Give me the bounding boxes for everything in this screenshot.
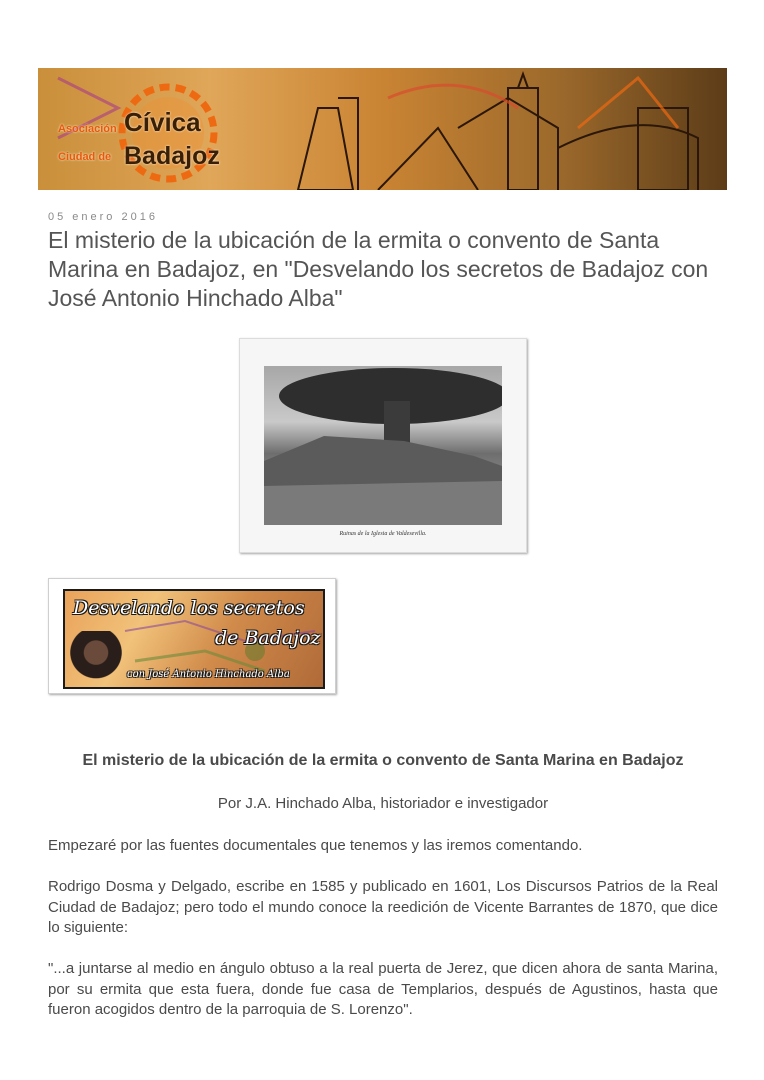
badge-title: Desvelando los secretos xyxy=(73,597,305,619)
post-title[interactable]: El misterio de la ubicación de la ermita o convento de Santa Marina en Badajoz, en "Desvelando los secretos de Badajoz con José Antonio Hinchado Alba" xyxy=(48,227,709,311)
paragraph: Empezaré por las fuentes documentales que tenemos y las iremos comentando. xyxy=(48,837,583,854)
ruins-photo-image xyxy=(264,366,502,525)
badge-author: con José Antonio Hinchado Alba xyxy=(127,669,290,680)
paragraph: Rodrigo Dosma y Delgado, escribe en 1585 y publicado en 1601, Los Discursos Patrios de la Real Ciudad de Badajoz; pero todo el mundo conoce la reedición de Vicente Barrantes de 1870, que dice lo siguiente: xyxy=(48,878,718,936)
photo-caption: Ruinas de la Iglesia de Valdesevilla. xyxy=(339,531,427,537)
logo-text-civica: Cívica xyxy=(124,107,201,137)
badge-subtitle: de Badajoz xyxy=(215,627,321,649)
post-date: 05 enero 2016 xyxy=(48,211,158,223)
series-badge[interactable] xyxy=(48,578,336,694)
ruins-photo[interactable] xyxy=(239,338,527,553)
logo-text-asociacion: Asociación xyxy=(58,123,117,135)
byline: Por J.A. Hinchado Alba, historiador e investigador xyxy=(217,795,549,812)
logo-text-badajoz: Badajoz xyxy=(124,142,220,170)
tree-illustration xyxy=(264,366,502,525)
paragraph: "...a juntarse al medio en ángulo obtuso a la real puerta de Jerez, que dicen ahora de santa Marina, por su ermita que esta fuera, donde fue casa de Templarios, después de Agustinos, hasta que fueron acogidos dentro de la parroquia de S. Lorenzo". xyxy=(48,960,718,1018)
author-avatar xyxy=(69,631,123,685)
article-heading: El misterio de la ubicación de la ermita o convento de Santa Marina en Badajoz xyxy=(82,752,684,769)
logo-text-ciudad: Ciudad de xyxy=(58,151,112,163)
series-badge-image xyxy=(63,589,325,689)
